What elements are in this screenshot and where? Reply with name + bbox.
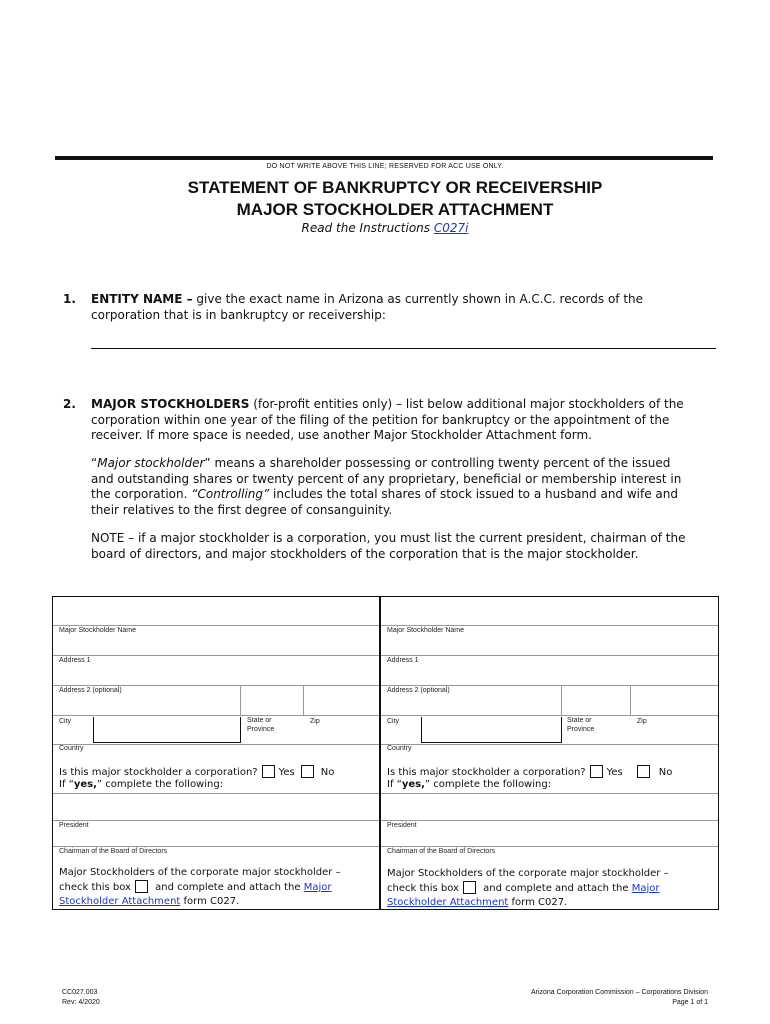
- check-this-box-text: check this box: [387, 883, 459, 894]
- stockholder-right: [381, 597, 718, 910]
- state-label-line2: Province: [567, 726, 595, 733]
- yes-label: Yes: [606, 767, 623, 778]
- yes-checkbox[interactable]: [262, 765, 275, 778]
- address1-label: Address 1: [387, 657, 419, 664]
- corp-question-text: Is this major stockholder a corporation?: [59, 767, 258, 778]
- state-label: [247, 716, 274, 734]
- corp-sh-line1: Major Stockholders of the corporate major stockholder –: [59, 867, 341, 878]
- city-input[interactable]: [421, 717, 562, 743]
- country-label: Country: [387, 745, 412, 752]
- attach-checkbox[interactable]: [463, 881, 476, 894]
- row-line: [381, 685, 718, 686]
- attach-checkbox[interactable]: [135, 880, 148, 893]
- cell-divider: [561, 685, 562, 715]
- row-line: [53, 846, 379, 847]
- form-title-line2: MAJOR STOCKHOLDER ATTACHMENT: [236, 200, 554, 219]
- name-field[interactable]: [381, 597, 718, 625]
- no-checkbox[interactable]: [637, 765, 650, 778]
- president-label: President: [387, 822, 417, 829]
- def-line4: their relatives to the first degree of consanguinity.: [91, 502, 393, 517]
- def-line2: and outstanding shares or twenty percent of any proprietary, beneficial or membership interest in: [91, 471, 682, 486]
- entity-name-field[interactable]: [91, 348, 716, 349]
- section1-label: ENTITY NAME –: [91, 292, 193, 306]
- corporation-question: [59, 765, 379, 791]
- section1-text: [91, 292, 726, 323]
- page-number: Page 1 of 1: [672, 999, 708, 1006]
- cell-divider: [303, 685, 304, 715]
- def-line1: ” means a shareholder possessing or controlling twenty percent of the issued: [204, 456, 671, 470]
- if-yes-bold: yes,: [401, 779, 425, 790]
- chairman-label: Chairman of the Board of Directors: [387, 848, 496, 855]
- zip-label: Zip: [310, 718, 320, 725]
- note-line2: board of directors, and major stockholders of the corporation that is the major stockholder.: [91, 546, 639, 561]
- section2-line2: corporation within one year of the filing of the petition for bankruptcy or the appointment of the: [91, 412, 670, 427]
- address2-label: Address 2 (optional): [59, 687, 122, 694]
- row-line: [381, 793, 718, 794]
- section2-number: 2.: [63, 397, 76, 411]
- corporate-stockholders-note: [59, 866, 379, 909]
- name-label: Major Stockholder Name: [59, 627, 137, 634]
- section1-line1: give the exact name in Arizona as currently shown in A.C.C. records of the: [192, 292, 644, 306]
- name-label: Major Stockholder Name: [387, 627, 465, 634]
- row-line: [381, 715, 718, 716]
- state-label-line2: Province: [247, 726, 275, 733]
- reserved-notice: DO NOT WRITE ABOVE THIS LINE; RESERVED FOR ACC USE ONLY.: [266, 163, 504, 170]
- row-line: [53, 715, 379, 716]
- row-line: [381, 625, 718, 626]
- footer-left: [62, 988, 100, 1008]
- stockholder-left: [53, 597, 379, 910]
- name-field[interactable]: [53, 597, 379, 625]
- form-suffix: form C027.: [180, 896, 240, 907]
- footer-right: [531, 988, 708, 1008]
- yes-label: Yes: [278, 767, 295, 778]
- attachment-link[interactable]: Major: [631, 883, 660, 894]
- section2-intro: [91, 397, 726, 444]
- no-label: No: [320, 767, 335, 778]
- section2-label: MAJOR STOCKHOLDERS: [91, 397, 250, 411]
- row-line: [53, 625, 379, 626]
- row-line: [381, 744, 718, 745]
- no-label: No: [658, 767, 673, 778]
- reserved-area-line: [55, 156, 713, 160]
- def-line3a: the corporation.: [91, 487, 192, 501]
- note-paragraph: [91, 531, 726, 562]
- definition-paragraph: [91, 456, 726, 518]
- if-yes-prefix: If “: [387, 779, 402, 790]
- row-line: [53, 685, 379, 686]
- row-line: [53, 655, 379, 656]
- row-line: [53, 793, 379, 794]
- def-line3b: includes the total shares of stock issued to a husband and wife and: [269, 487, 679, 501]
- attachment-link[interactable]: Major: [303, 882, 332, 893]
- state-label-line1: State or: [247, 717, 272, 724]
- if-yes-prefix: If “: [59, 779, 74, 790]
- instructions-link[interactable]: C027i: [433, 221, 469, 235]
- address1-label: Address 1: [59, 657, 91, 664]
- address2-label: Address 2 (optional): [387, 687, 450, 694]
- yes-checkbox[interactable]: [590, 765, 603, 778]
- corp-sh-line1: Major Stockholders of the corporate major stockholder –: [387, 868, 669, 879]
- if-yes-suffix: ” complete the following:: [96, 779, 224, 790]
- chairman-label: Chairman of the Board of Directors: [59, 848, 168, 855]
- row-line: [381, 820, 718, 821]
- form-title-line1: STATEMENT OF BANKRUPTCY OR RECEIVERSHIP: [187, 178, 603, 197]
- city-label: City: [59, 718, 72, 725]
- attachment-link[interactable]: Stockholder Attachment: [387, 897, 509, 908]
- agency-name: Arizona Corporation Commission – Corporations Division: [530, 989, 708, 996]
- def-term2: “Controlling”: [191, 487, 270, 501]
- def-open-quote: “: [91, 456, 98, 470]
- corporation-question: [387, 765, 717, 791]
- section2-line1: (for-profit entities only) – list below additional major stockholders of the: [249, 397, 684, 411]
- and-complete-text: and complete and attach the: [151, 882, 304, 893]
- row-line: [381, 846, 718, 847]
- country-label: Country: [59, 745, 84, 752]
- zip-label: Zip: [637, 718, 647, 725]
- section2-line3: receiver. If more space is needed, use another Major Stockholder Attachment form.: [91, 428, 592, 442]
- cell-divider: [240, 685, 241, 715]
- attachment-link[interactable]: Stockholder Attachment: [59, 896, 181, 907]
- city-label: City: [387, 718, 400, 725]
- no-checkbox[interactable]: [301, 765, 314, 778]
- corporate-stockholders-note: [387, 867, 717, 910]
- form-code: CC027.003: [62, 989, 98, 996]
- section1-number: 1.: [63, 292, 76, 306]
- state-label-line1: State or: [567, 717, 592, 724]
- row-line: [381, 655, 718, 656]
- instructions-line: [0, 221, 770, 235]
- def-term: Major stockholder: [97, 456, 205, 470]
- note-line1: NOTE – if a major stockholder is a corporation, you must list the current president, chairman of the: [91, 531, 686, 545]
- if-yes-suffix: ” complete the following:: [424, 779, 552, 790]
- form-suffix: form C027.: [508, 897, 568, 908]
- section1-line2: corporation that is in bankruptcy or receivership:: [91, 307, 386, 322]
- check-this-box-text: check this box: [59, 882, 131, 893]
- state-label: [567, 716, 594, 734]
- city-input[interactable]: [93, 717, 241, 743]
- president-label: President: [59, 822, 89, 829]
- row-line: [53, 820, 379, 821]
- instructions-prefix: Read the Instructions: [301, 221, 434, 235]
- cell-divider: [630, 685, 631, 715]
- revision-date: Rev: 4/2020: [62, 999, 100, 1006]
- if-yes-bold: yes,: [73, 779, 97, 790]
- and-complete-text: and complete and attach the: [479, 883, 632, 894]
- row-line: [53, 744, 379, 745]
- corp-question-text: Is this major stockholder a corporation?: [387, 767, 586, 778]
